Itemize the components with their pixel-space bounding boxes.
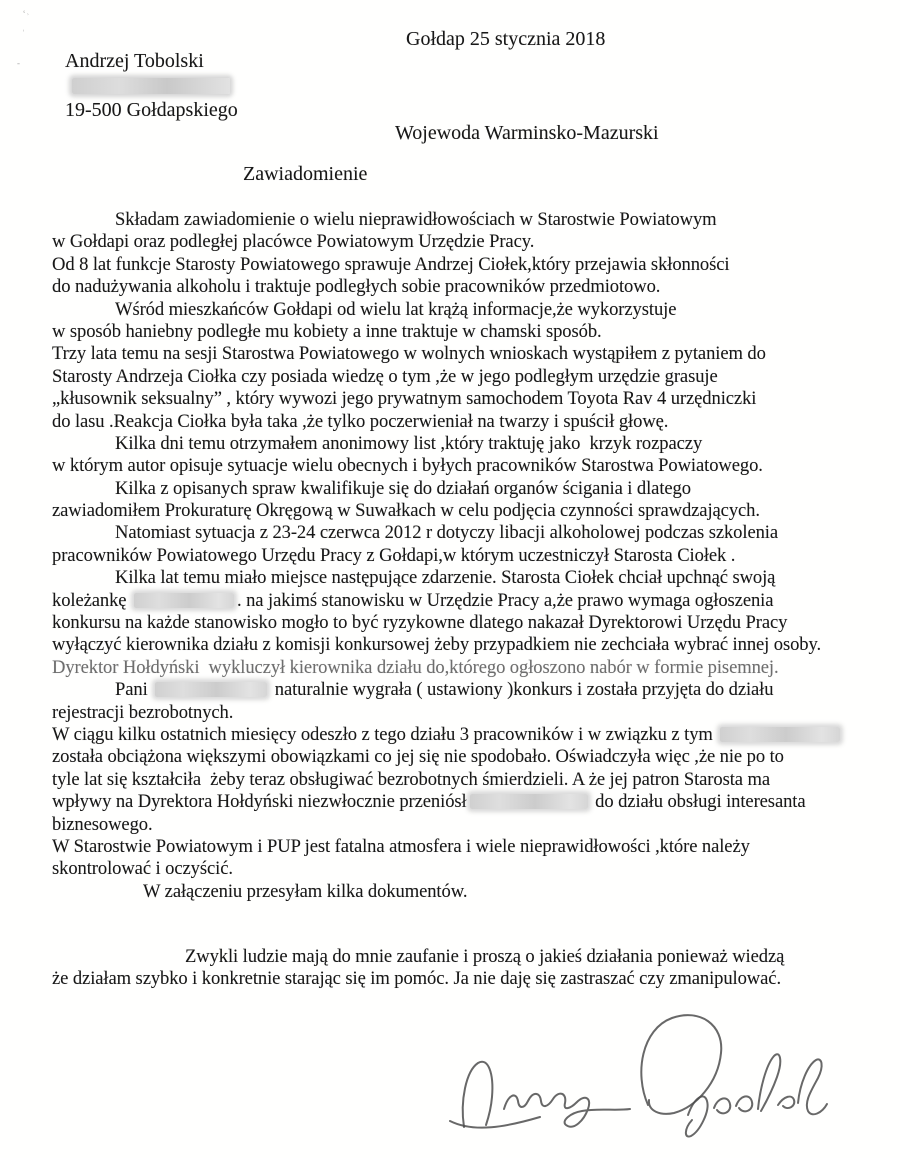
text-line <box>52 388 887 410</box>
text-segment: w Gołdapi oraz podległej placówce Powiatowym Urzędzie Pracy. <box>52 231 535 253</box>
text-segment: wyłączyć kierownika działu z komisji konkursowej żeby przypadkiem nie zechciała wybrać innej osoby. <box>52 634 822 656</box>
text-segment: rejestracji bezrobotnych. <box>52 701 234 723</box>
text-line <box>52 679 887 701</box>
text-line <box>52 478 887 500</box>
text-line <box>52 545 887 567</box>
text-line <box>52 343 887 365</box>
redaction-bar <box>155 682 267 697</box>
text-line <box>52 590 887 612</box>
text-segment: W ciągu kilku ostatnich miesięcy odeszło z tego działu 3 pracowników i w związku z tym <box>52 723 718 745</box>
text-line <box>52 634 887 656</box>
text-line <box>52 567 887 589</box>
text-segment: w którym autor opisuje sytuacje wielu obecnych i byłych pracowników Starostwa Powiatowego. <box>52 455 763 477</box>
text-segment: Kilka lat temu miało miejsce następujące zdarzenie. Starosta Ciołek chciał upchnąć swoją <box>115 567 776 589</box>
text-segment: Dyrektor Hołdyński wykluczył kierownika działu do,którego ogłoszono nabór w formie pisemnej. <box>52 656 779 678</box>
text-line <box>52 612 887 634</box>
text-line <box>52 657 887 679</box>
text-segment: została obciążona większymi obowiązkami co jej się nie spodobało. Oświadczyła więc ,że nie po to <box>52 746 784 768</box>
text-line <box>52 455 887 477</box>
body-lines <box>52 209 887 903</box>
text-segment: skontrolować i oczyścić. <box>52 858 233 880</box>
text-line <box>52 968 887 990</box>
text-segment: Wśród mieszkańców Gołdapi od wielu lat krążą informacje,że wykorzystuje <box>115 298 677 320</box>
text-segment: Kilka z opisanych spraw kwalifikuje się do działań organów ścigania i dlatego <box>115 477 691 499</box>
text-segment: Zwykli ludzie mają do mnie zaufanie i proszą o jakieś działania ponieważ wiedzą <box>185 946 785 967</box>
text-line <box>52 791 887 813</box>
sender-name: Andrzej Tobolski <box>65 50 204 72</box>
text-segment: Trzy lata temu na sesji Starostwa Powiatowego w wolnych wnioskach wystąpiłem z pytaniem do <box>52 343 766 365</box>
text-line <box>52 231 887 253</box>
text-line <box>52 321 887 343</box>
text-segment: wpływy na Dyrektora Hołdyński niezwłocznie przeniósł <box>52 791 467 813</box>
text-line <box>52 769 887 791</box>
text-segment: W załączeniu przesyłam kilka dokumentów. <box>143 880 468 902</box>
text-segment: biznesowego. <box>52 813 153 835</box>
text-segment: Natomiast sytuacja z 23-24 czerwca 2012 r dotyczy libacji alkoholowej podczas szkolenia <box>115 522 779 544</box>
text-line <box>52 366 887 388</box>
text-segment: do nadużywania alkoholu i traktuje podległych sobie pracowników przedmiotowo. <box>52 276 661 298</box>
text-segment: pracowników Powiatowego Urzędu Pracy z Gołdapi,w którym uczestniczył Starosta Ciołek . <box>52 544 736 566</box>
text-line <box>52 433 887 455</box>
text-segment: w sposób haniebny podległe mu kobiety a inne traktuje w chamski sposób. <box>52 320 602 342</box>
text-segment: zawiadomiłem Prokuraturę Okręgową w Suwałkach w celu podjęcia czynności sprawdzających. <box>52 500 760 522</box>
text-segment: Pani <box>115 679 153 701</box>
text-line <box>52 836 887 858</box>
text-segment: do działu obsługi interesanta <box>590 791 806 813</box>
text-segment: tyle lat się kształciła żeby teraz obsługiwać bezrobotnych śmierdzieli. A że jej patron Starosta ma <box>52 768 770 790</box>
addressee: Wojewoda Warminsko-Mazurski <box>395 122 659 144</box>
text-line <box>52 746 887 768</box>
text-segment: że działam szybko i konkretnie starając się im pomóc. Ja nie daję się zastraszać czy zmanipulować. <box>52 968 781 990</box>
text-segment: koleżankę <box>52 589 132 611</box>
text-segment: Kilka dni temu otrzymałem anonimowy list ,który traktuję jako krzyk rozpaczy <box>115 432 703 454</box>
text-line <box>52 209 887 231</box>
text-line <box>52 814 887 836</box>
text-line <box>52 946 887 968</box>
text-segment: Składam zawiadomienie o wielu nieprawidłowościach w Starostwie Powiatowym <box>115 209 717 230</box>
redaction-bar <box>720 727 840 742</box>
text-segment: „kłusownik seksualny” , który wywozi jego prywatnym samochodem Toyota Rav 4 urzędniczki <box>52 388 757 410</box>
letter-title: Zawiadomienie <box>243 163 368 185</box>
text-line <box>52 299 887 321</box>
text-segment: do lasu .Reakcja Ciołka była taka ,że tylko poczerwieniał na twarzy i spuścił głowę. <box>52 410 669 432</box>
text-line <box>52 411 887 433</box>
text-line <box>52 881 887 903</box>
text-segment: Od 8 lat funkcje Starosty Powiatowego sprawuje Andrzej Ciołek,który przejawia skłonności <box>52 253 730 275</box>
closing-lines <box>52 946 887 991</box>
text-segment: Starosty Andrzeja Ciołka czy posiada wiedzę o tym ,że w jego podległym urzędzie grasuje <box>52 365 718 387</box>
scan-artifact: - <box>17 58 20 68</box>
date-line: Gołdap 25 stycznia 2018 <box>406 28 606 50</box>
text-segment: W Starostwie Powiatowym i PUP jest fatalna atmosfera i wiele nieprawidłowości ,które należy <box>52 835 750 857</box>
sender-city: 19-500 Gołdapskiego <box>65 99 238 121</box>
redaction-bar <box>134 593 234 608</box>
text-line <box>52 500 887 522</box>
text-line <box>52 276 887 298</box>
text-line <box>52 858 887 880</box>
text-segment: naturalnie wygrała ( ustawiony )konkurs i została przyjęta do działu <box>270 679 774 701</box>
redaction-bar <box>72 78 230 94</box>
text-line <box>52 724 887 746</box>
text-segment: konkursu na każde stanowisko mogło to być ryzykowne dlatego nakazał Dyrektorowi Urzędu Pracy <box>52 612 788 634</box>
scan-artifact: ˒ <box>22 24 25 34</box>
text-line <box>52 702 887 724</box>
scan-artifact: ʻ˒ <box>21 7 31 19</box>
text-segment: . na jakimś stanowisku w Urzędzie Pracy a,że prawo wymaga ogłoszenia <box>237 589 774 611</box>
text-line <box>52 254 887 276</box>
text-line <box>52 522 887 544</box>
handwritten-signature <box>440 1005 840 1155</box>
redaction-bar <box>470 794 588 809</box>
